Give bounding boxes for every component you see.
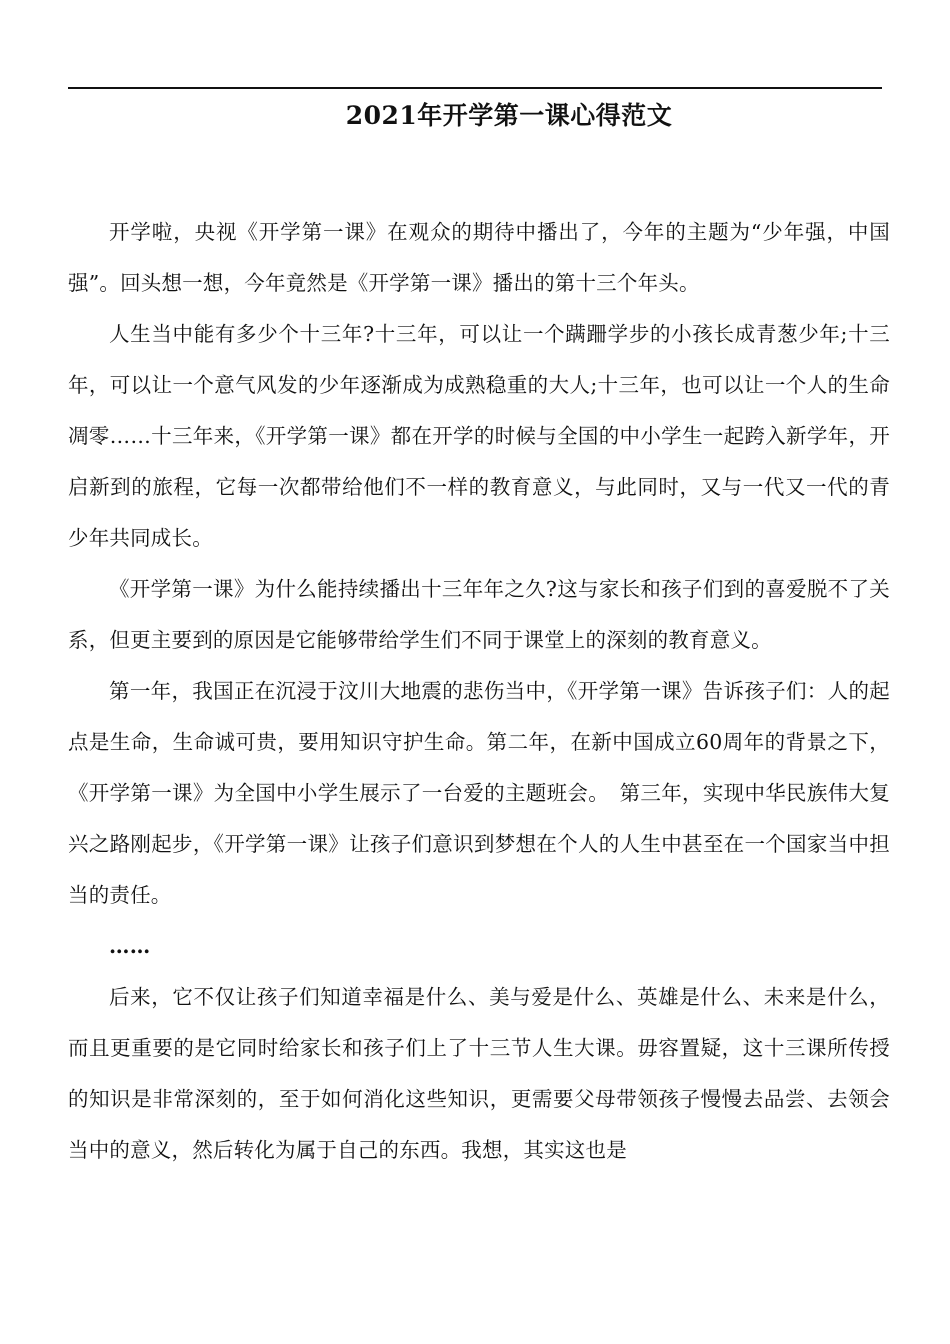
paragraph-later: 后来，它不仅让孩子们知道幸福是什么、美与爱是什么、英雄是什么、未来是什么，而且更重要的是它同时给家长和孩子们上了十三节人生大课。毋容置疑，这十三课所传授的知识是非常深刻的，至于如何消化这些知识，更需要父母带领孩子慢慢去品尝、去领会当中的意义，然后转化为属于自己的东西。我想，其实这也是: [68, 985, 890, 1162]
document-title: 2021年开学第一课心得范文: [345, 101, 673, 130]
header-rule: [68, 87, 882, 89]
paragraph-why-popular: 《开学第一课》为什么能持续播出十三年年之久?这与家长和孩子们到的喜爱脱不了关系，但更主要到的原因是它能够带给学生们不同于课堂上的深刻的教育意义。: [68, 577, 890, 652]
paragraph-thirteen-years: 人生当中能有多少个十三年?十三年，可以让一个蹒跚学步的小孩长成青葱少年;十三年，可以让一个意气风发的少年逐渐成为成熟稳重的大人;十三年，也可以让一个人的生命凋零……十三年来，《开学第一课》都在开学的时候与全国的中小学生一起跨入新学年，开启新到的旅程，它每一次都带给他们不一样的教育意义，与此同时，又与一代又一代的青少年共同成长。: [68, 322, 890, 550]
paragraph-intro: 开学啦，央视《开学第一课》在观众的期待中播出了，今年的主题为“少年强，中国强”。回头想一想，今年竟然是《开学第一课》播出的第十三个年头。: [68, 220, 890, 295]
paragraph-first-years: 第一年，我国正在沉浸于汶川大地震的悲伤当中，《开学第一课》告诉孩子们：人的起点是生命，生命诚可贵，要用知识守护生命。第二年，在新中国成立60周年的背景之下，《开学第一课》为全国中小学生展示了一台爱的主题班会。 第三年，实现中华民族伟大复兴之路刚起步，《开学第一课》让孩子们意识到梦想在个人的人生中甚至在一个国家当中担当的责任。: [68, 679, 890, 907]
document-body: [68, 207, 890, 1176]
paragraph-ellipsis: ……: [109, 934, 151, 958]
